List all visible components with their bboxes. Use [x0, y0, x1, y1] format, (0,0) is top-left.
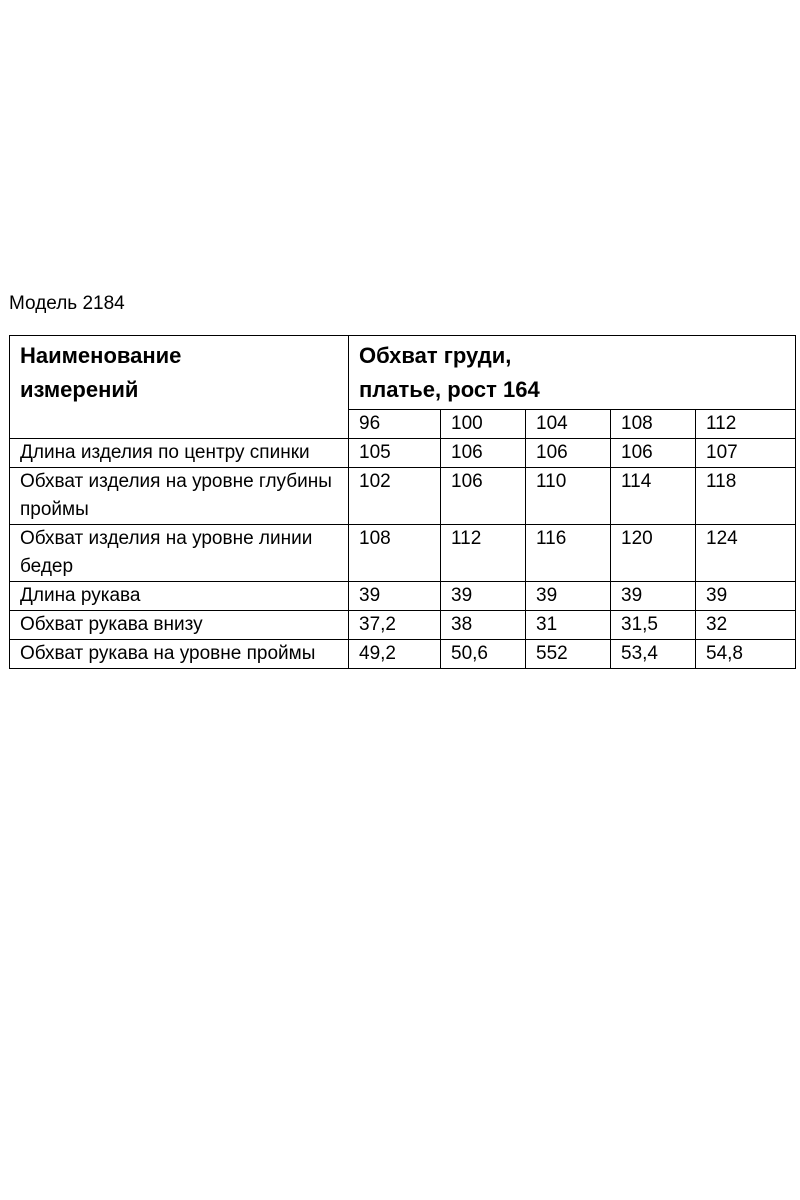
- value-cell: 120: [611, 525, 696, 582]
- value-cell: 39: [349, 582, 441, 611]
- bust-group-header-line: Обхват груди,: [359, 343, 512, 368]
- measurement-name-header-line: Наименование: [20, 343, 182, 368]
- size-header-cell: 100: [441, 410, 526, 439]
- size-header-cell: 108: [611, 410, 696, 439]
- value-cell: 49,2: [349, 640, 441, 669]
- measurement-name-header-line: измерений: [20, 377, 139, 402]
- table-row: [10, 468, 796, 525]
- table-row: [10, 611, 796, 640]
- table-row: [10, 439, 796, 468]
- value-cell: 106: [441, 439, 526, 468]
- value-cell: 54,8: [696, 640, 796, 669]
- table-row: [10, 582, 796, 611]
- table-row: [10, 525, 796, 582]
- model-caption: Модель 2184: [9, 293, 125, 314]
- value-cell: 114: [611, 468, 696, 525]
- value-cell: 31: [526, 611, 611, 640]
- value-cell: 116: [526, 525, 611, 582]
- size-header-cell: 112: [696, 410, 796, 439]
- measurement-name-cell: Длина рукава: [10, 582, 349, 611]
- measurement-name-cell: Обхват изделия на уровне линии бедер: [10, 525, 349, 582]
- measurement-name-cell: Обхват изделия на уровне глубины проймы: [10, 468, 349, 525]
- value-cell: 106: [526, 439, 611, 468]
- value-cell: 50,6: [441, 640, 526, 669]
- value-cell: 32: [696, 611, 796, 640]
- value-cell: 31,5: [611, 611, 696, 640]
- measurement-name-header: [10, 336, 349, 439]
- value-cell: 102: [349, 468, 441, 525]
- table-row: [10, 640, 796, 669]
- header-row: [10, 336, 796, 410]
- measurement-name-cell: Длина изделия по центру спинки: [10, 439, 349, 468]
- measurement-name-cell: Обхват рукава внизу: [10, 611, 349, 640]
- value-cell: 107: [696, 439, 796, 468]
- measurement-name-cell: Обхват рукава на уровне проймы: [10, 640, 349, 669]
- value-cell: 112: [441, 525, 526, 582]
- value-cell: 118: [696, 468, 796, 525]
- value-cell: 106: [611, 439, 696, 468]
- size-header-cell: 96: [349, 410, 441, 439]
- value-cell: 39: [441, 582, 526, 611]
- size-table: [9, 335, 796, 669]
- bust-group-header: [349, 336, 796, 410]
- value-cell: 124: [696, 525, 796, 582]
- value-cell: 108: [349, 525, 441, 582]
- value-cell: 37,2: [349, 611, 441, 640]
- value-cell: 110: [526, 468, 611, 525]
- value-cell: 105: [349, 439, 441, 468]
- value-cell: 39: [611, 582, 696, 611]
- value-cell: 38: [441, 611, 526, 640]
- value-cell: 106: [441, 468, 526, 525]
- value-cell: 39: [526, 582, 611, 611]
- value-cell: 53,4: [611, 640, 696, 669]
- bust-group-header-line: платье, рост 164: [359, 377, 540, 402]
- size-header-cell: 104: [526, 410, 611, 439]
- value-cell: 39: [696, 582, 796, 611]
- value-cell: 552: [526, 640, 611, 669]
